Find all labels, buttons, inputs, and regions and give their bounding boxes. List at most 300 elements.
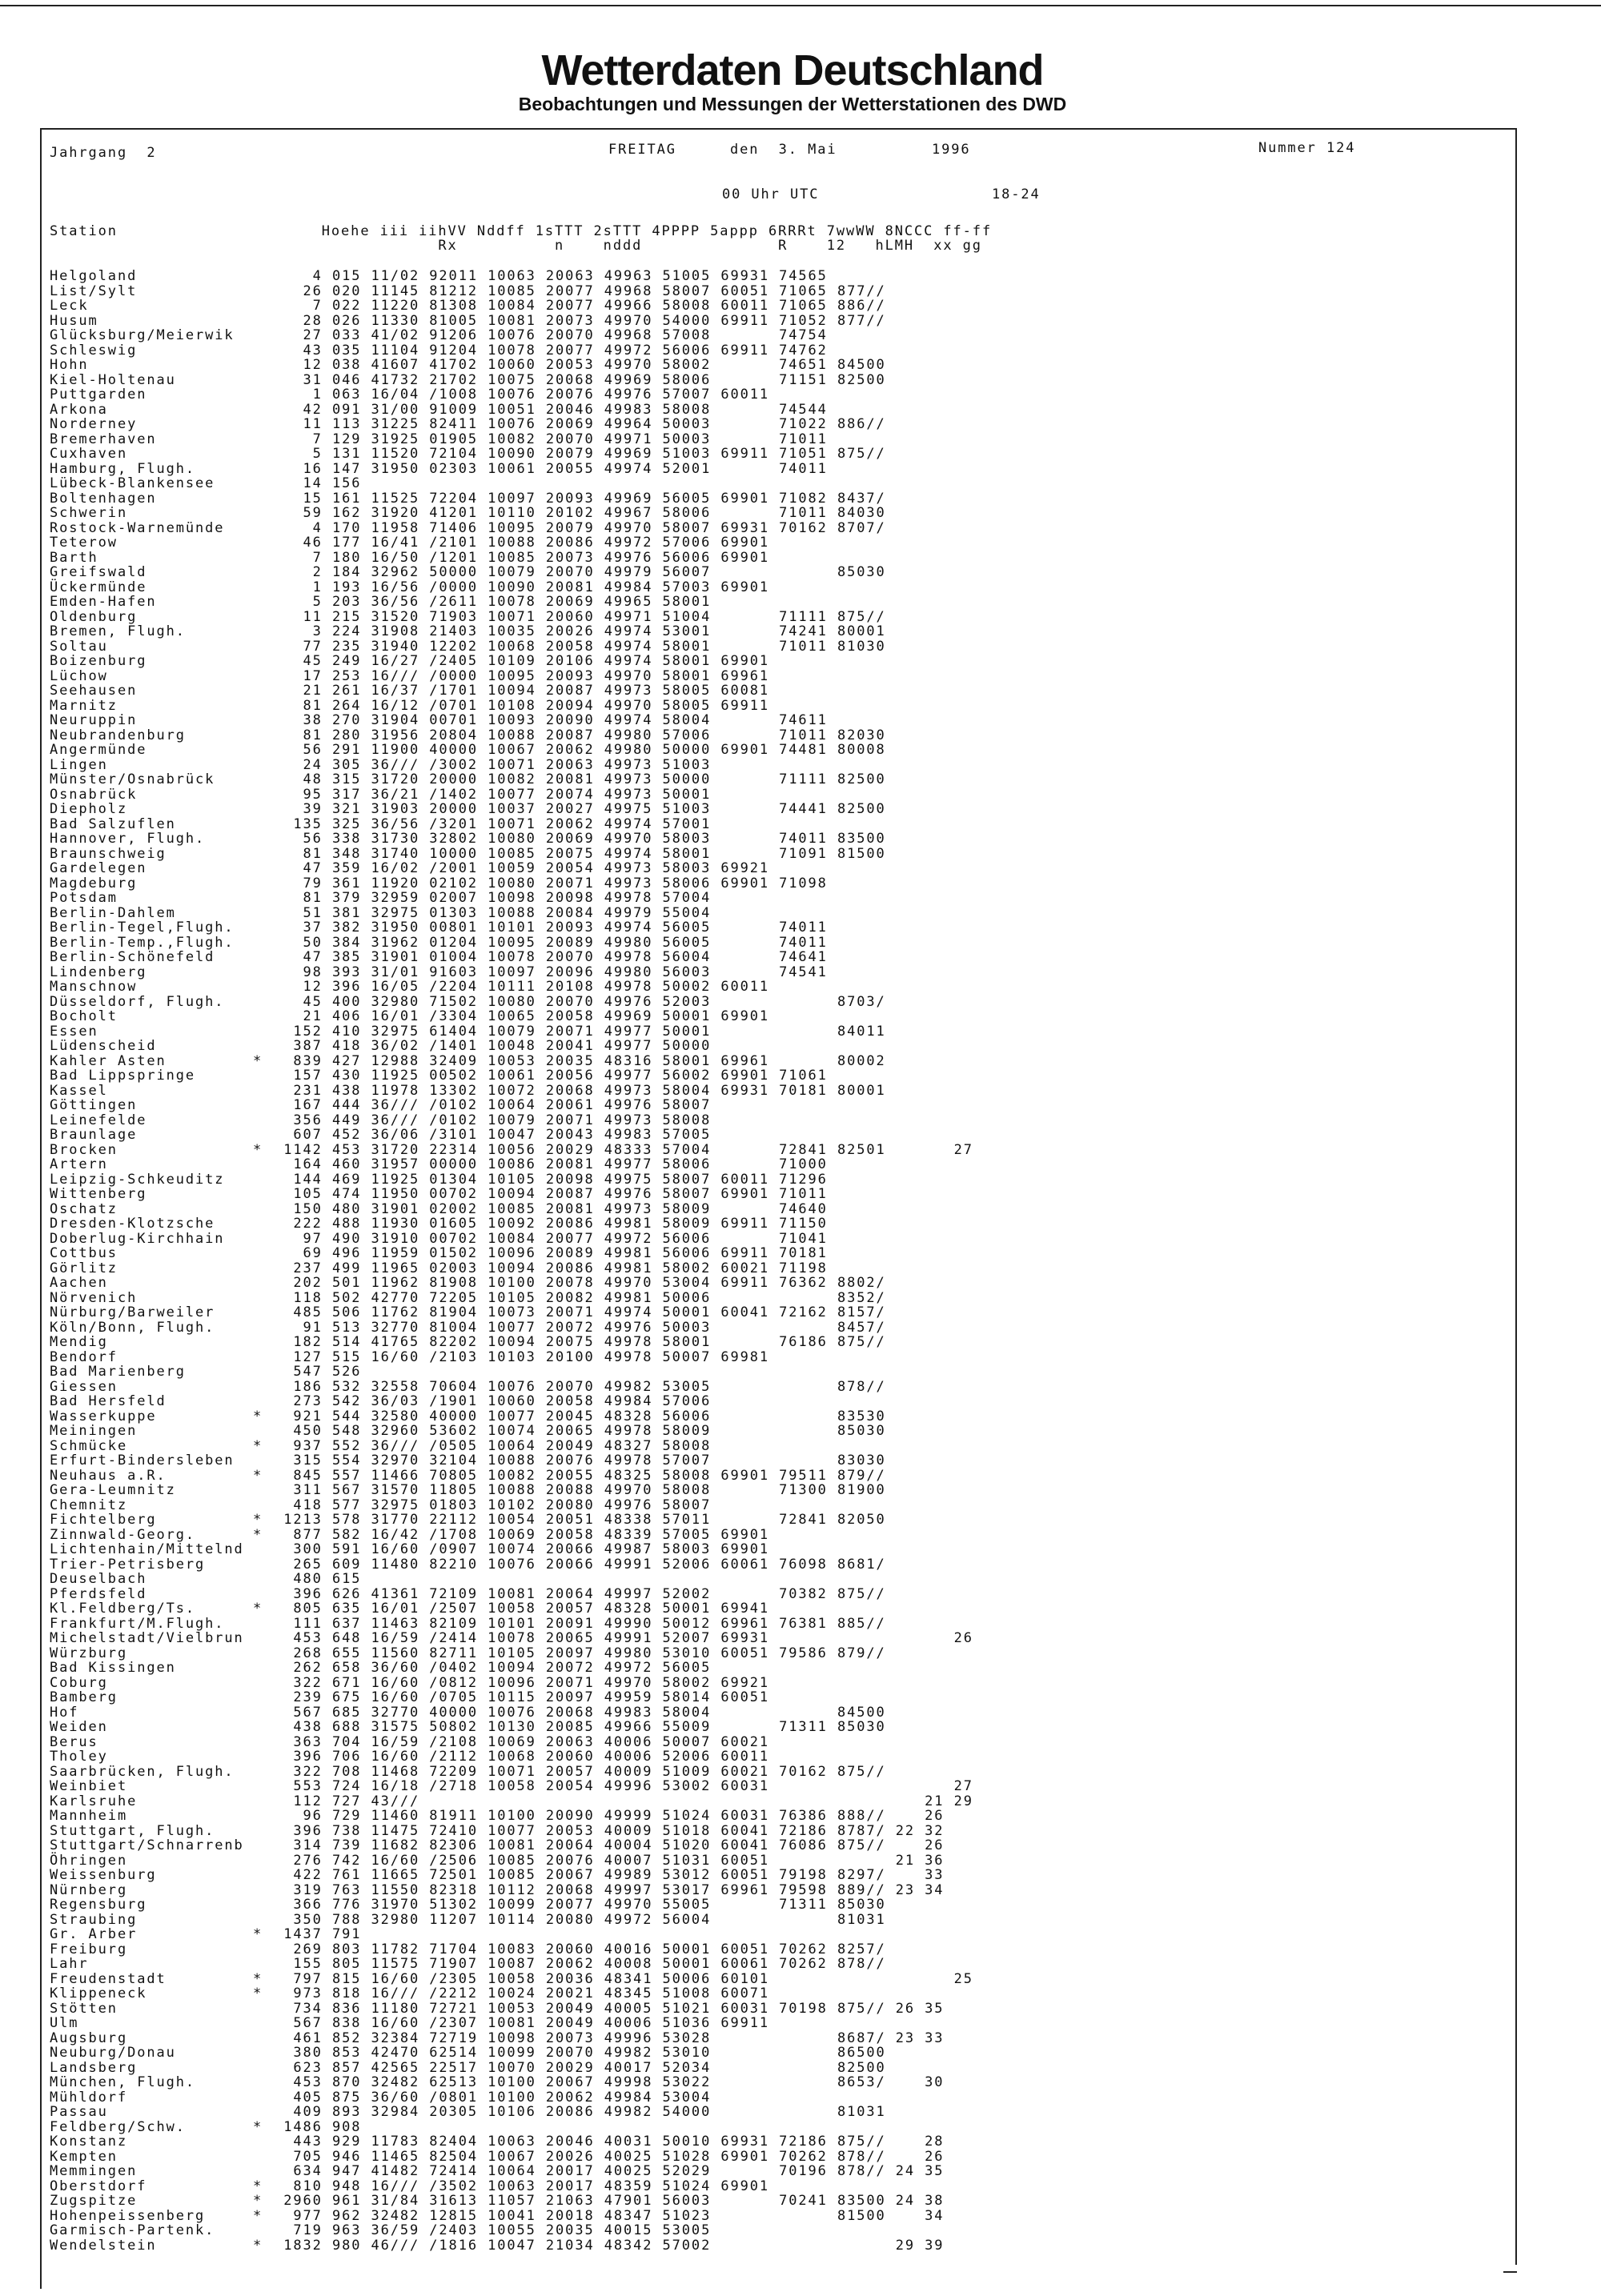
table-row (0, 521, 1601, 536)
station-values: 81 379 32959 02007 10098 20098 49978 57004 (264, 890, 712, 906)
station-name: Freiburg (50, 1941, 128, 1957)
table-row (0, 343, 1601, 359)
station-values: 450 548 32960 53602 10074 20065 49978 58009 85030 (264, 1423, 886, 1439)
table-row (0, 2164, 1601, 2179)
table-row (0, 1528, 1601, 1543)
mountain-station-marker: * (253, 1052, 263, 1069)
table-row (0, 1453, 1601, 1469)
table-row (0, 580, 1601, 595)
table-row (0, 1749, 1601, 1765)
table-row (0, 1617, 1601, 1632)
station-values: 91 513 32770 81004 10077 20072 49976 50003 8457/ (264, 1319, 886, 1336)
table-row (0, 447, 1601, 462)
station-values: 2 184 32962 50000 10079 20070 49979 56007 85030 (264, 564, 886, 580)
station-name: Kiel-Holtenau (50, 371, 176, 388)
station-values: 231 438 11978 13302 10072 20068 49973 58004 69931 70181 80001 (264, 1082, 886, 1099)
table-row (0, 2016, 1601, 2031)
station-values: 135 325 36/56 /3201 10071 20062 49974 57001 (264, 815, 712, 832)
station-values: 50 384 31962 01204 10095 20089 49980 56005 74011 (264, 934, 828, 951)
station-values: 623 857 42565 22517 10070 20029 40017 52034 82500 (264, 2059, 886, 2076)
table-row (0, 1735, 1601, 1750)
station-values: 805 635 16/01 /2507 10058 20057 48328 50001 69941 (264, 1601, 770, 1617)
station-values: 797 815 16/60 /2305 10058 20036 48341 50006 60101 25 (264, 1970, 973, 1987)
station-values: 1486 908 (264, 2118, 362, 2135)
station-name: Berlin-Schönefeld (50, 949, 215, 965)
station-name: Hannover, Flugh. (50, 831, 206, 847)
station-values: 461 852 32384 72719 10098 20073 49996 53028 8687/ 23 33 (264, 2030, 945, 2046)
station-values: 2960 961 31/84 31613 11057 21063 47901 56003 70241 83500 24 38 (264, 2193, 945, 2209)
table-row (0, 1913, 1601, 1928)
table-row (0, 1261, 1601, 1276)
table-row (0, 639, 1601, 655)
station-name: Weinbiet (50, 1778, 128, 1794)
station-values: 14 156 (264, 475, 362, 491)
table-row (0, 2105, 1601, 2120)
station-values: 480 615 (264, 1571, 362, 1587)
station-name: Lübeck-Blankensee (50, 475, 215, 491)
station-name: München, Flugh. (50, 2074, 196, 2090)
table-row (0, 1809, 1601, 1824)
station-values: 921 544 32580 40000 10077 20045 48328 56006 83530 (264, 1408, 886, 1424)
table-row (0, 906, 1601, 921)
station-name: Aachen (50, 1275, 108, 1291)
table-row (0, 2209, 1601, 2224)
station-values: 315 554 32970 32104 10088 20076 49978 57007 83030 (264, 1453, 886, 1469)
table-row (0, 1587, 1601, 1602)
station-values: 42 091 31/00 91009 10051 20046 49983 58008 74544 (264, 401, 828, 418)
table-row (0, 373, 1601, 388)
station-name: Neubrandenburg (50, 727, 186, 743)
station-name: Bremen, Flugh. (50, 623, 186, 639)
table-row (0, 965, 1601, 980)
table-row (0, 1513, 1601, 1528)
weekday-label: FREITAG (608, 142, 676, 158)
station-name: Braunschweig (50, 845, 167, 862)
table-row (0, 358, 1601, 373)
table-row (0, 1305, 1601, 1320)
station-values: 152 410 32975 61404 10079 20071 49977 50001 84011 (264, 1023, 886, 1040)
table-row (0, 2134, 1601, 2150)
station-values: 422 761 11665 72501 10085 20067 49989 53012 60051 79198 8297/ 33 (264, 1867, 945, 1883)
mountain-station-marker: * (253, 1970, 263, 1987)
station-values: 28 026 11330 81005 10081 20073 49970 54000 69911 71052 877// (264, 312, 886, 329)
table-row (0, 1024, 1601, 1040)
station-name: Rostock-Warnemünde (50, 519, 225, 536)
station-name: Neuburg/Donau (50, 2045, 176, 2061)
table-row (0, 1172, 1601, 1188)
station-values: 4 170 11958 71406 10095 20079 49970 58007 69931 70162 8707/ (264, 519, 886, 536)
station-values: 7 180 16/50 /1201 10085 20073 49976 56006 69901 (264, 549, 770, 566)
wind-time-range: 18-24 (992, 186, 1041, 202)
station-name: Cuxhaven (50, 446, 128, 462)
station-values: 1 063 16/04 /1008 10076 20076 49976 57007 60011 (264, 387, 770, 403)
column-header-line2: Rx n nddd R 12 hLMH xx gg (50, 238, 982, 254)
station-values: 734 836 11180 72721 10053 20049 40005 51021 60031 70198 875// 26 35 (264, 2000, 945, 2017)
station-name: Trier-Petrisberg (50, 1556, 206, 1573)
station-values: 356 449 36/// /0102 10079 20071 49973 58008 (264, 1112, 712, 1128)
station-name: Emden-Hafen (50, 594, 157, 610)
station-values: 17 253 16/// /0000 10095 20093 49970 58001 69961 (264, 667, 770, 684)
station-name: Augsburg (50, 2030, 128, 2046)
table-row (0, 1380, 1601, 1395)
station-values: 51 381 32975 01303 10088 20084 49979 55004 (264, 904, 712, 921)
table-row (0, 920, 1601, 936)
table-row (0, 1291, 1601, 1306)
table-row (0, 2120, 1601, 2135)
station-name: Düsseldorf, Flugh. (50, 993, 225, 1010)
table-row (0, 2046, 1601, 2061)
table-row (0, 1394, 1601, 1409)
mountain-station-marker: * (253, 1601, 263, 1617)
station-values: 268 655 11560 82711 10105 20097 49980 53010 60051 79586 879// (264, 1645, 886, 1661)
station-name: Bad Hersfeld (50, 1393, 167, 1409)
station-name: Braunlage (50, 1127, 138, 1143)
station-values: 21 406 16/01 /3304 10065 20058 49969 50001 69901 (264, 1008, 770, 1024)
station-name: Ückermünde (50, 579, 147, 595)
station-name: Frankfurt/M.Flugh. (50, 1615, 225, 1632)
station-name: Boizenburg (50, 653, 147, 669)
station-values: 553 724 16/18 /2718 10058 20054 49996 53002 60031 27 (264, 1778, 973, 1794)
table-row (0, 1690, 1601, 1705)
station-name: Deuselbach (50, 1571, 147, 1587)
station-name: Kl.Feldberg/Ts. (50, 1601, 196, 1617)
station-values: 11 113 31225 82411 10076 20069 49964 50003 71022 886// (264, 416, 886, 432)
station-name: Kahler Asten (50, 1052, 167, 1069)
station-name: Giessen (50, 1378, 118, 1395)
mountain-station-marker: * (253, 1985, 263, 2001)
station-values: 202 501 11962 81908 10100 20078 49970 53004 69911 76362 8802/ (264, 1275, 886, 1291)
table-row (0, 1942, 1601, 1957)
station-name: Weissenburg (50, 1867, 157, 1883)
issue-number: Nummer 124 (1258, 140, 1356, 156)
station-values: 45 249 16/27 /2405 10109 20106 49974 58001 69901 (264, 653, 770, 669)
station-name: Freudenstadt (50, 1970, 167, 1987)
station-values: 79 361 11920 02102 10080 20071 49973 58006 69901 71098 (264, 875, 828, 892)
table-row (0, 1794, 1601, 1809)
mountain-station-marker: * (253, 1526, 263, 1543)
table-row (0, 683, 1601, 699)
table-row (0, 2001, 1601, 2017)
station-values: 150 480 31901 02002 10085 20081 49973 58009 74640 (264, 1200, 828, 1217)
station-values: 98 393 31/01 91603 10097 20096 49980 56003 74541 (264, 964, 828, 980)
table-row (0, 432, 1601, 447)
table-row (0, 1068, 1601, 1084)
station-values: 39 321 31903 20000 10037 20027 49975 51003 74441 82500 (264, 801, 886, 817)
station-values: 81 348 31740 10000 10085 20075 49974 58001 71091 81500 (264, 845, 886, 862)
station-name: Öhringen (50, 1852, 128, 1869)
table-row (0, 535, 1601, 551)
station-name: Glücksburg/Meierwik (50, 327, 235, 343)
station-values: 21 261 16/37 /1701 10094 20087 49973 58005 60081 (264, 683, 770, 699)
table-row (0, 950, 1601, 965)
table-row (0, 417, 1601, 432)
station-values: 12 396 16/05 /2204 10111 20108 49978 50002 60011 (264, 979, 770, 995)
station-name: Köln/Bonn, Flugh. (50, 1319, 215, 1336)
station-name: Klippeneck (50, 1985, 147, 2001)
station-name: Hohenpeissenberg (50, 2207, 206, 2224)
station-name: Wasserkuppe (50, 1408, 157, 1424)
station-name: Schmücke (50, 1437, 128, 1454)
station-values: 37 382 31950 00801 10101 20093 49974 56005 74011 (264, 920, 828, 936)
table-row (0, 1897, 1601, 1913)
station-values: 157 430 11925 00502 10061 20056 49977 56002 69901 71061 (264, 1068, 828, 1084)
station-name: Lingen (50, 756, 108, 773)
mountain-station-marker: * (253, 1141, 263, 1158)
station-values: 31 046 41732 21702 10075 20068 49969 58006 71151 82500 (264, 371, 886, 388)
table-row (0, 787, 1601, 803)
station-name: Helgoland (50, 268, 138, 284)
station-name: Kempten (50, 2148, 118, 2165)
table-row (0, 772, 1601, 787)
station-name: Brocken (50, 1141, 118, 1158)
station-values: 81 280 31956 20804 10088 20087 49980 57006 71011 82030 (264, 727, 886, 743)
station-values: 607 452 36/06 /3101 10047 20043 49983 57005 (264, 1127, 712, 1143)
station-values: 363 704 16/59 /2108 10069 20063 40006 50007 60021 (264, 1733, 770, 1750)
table-row (0, 2238, 1601, 2254)
station-values: 105 474 11950 00702 10094 20087 49976 58007 69901 71011 (264, 1186, 828, 1202)
station-name: Bad Kissingen (50, 1660, 176, 1676)
table-row (0, 1542, 1601, 1557)
table-row (0, 654, 1601, 669)
station-values: 396 706 16/60 /2112 10068 20060 40006 52006 60011 (264, 1749, 770, 1765)
station-name: Leck (50, 298, 89, 314)
station-values: 16 147 31950 02303 10061 20055 49974 52001 74011 (264, 460, 828, 477)
table-row (0, 669, 1601, 684)
station-values: 118 502 42770 72205 10105 20082 49981 50006 8352/ (264, 1289, 886, 1306)
station-values: 69 496 11959 01502 10096 20089 49981 56006 69911 70181 (264, 1245, 828, 1261)
station-name: Bad Lippspringe (50, 1068, 196, 1084)
station-name: Weiden (50, 1719, 108, 1735)
station-table (0, 269, 1601, 2253)
table-row (0, 1232, 1601, 1247)
station-name: Lüchow (50, 667, 108, 684)
station-values: 1213 578 31770 22112 10054 20051 48338 57011 72841 82050 (264, 1512, 886, 1528)
station-values: 322 671 16/60 /0812 10096 20071 49970 58002 69921 (264, 1674, 770, 1691)
station-name: Lichtenhain/Mittelnd (50, 1541, 244, 1557)
station-values: 186 532 32558 70604 10076 20070 49982 53005 878// (264, 1378, 886, 1395)
table-row (0, 328, 1601, 343)
station-name: Osnabrück (50, 786, 138, 803)
station-name: Stuttgart/Schnarrenb (50, 1837, 244, 1853)
station-values: 810 948 16/// /3502 10063 20017 48359 51024 69901 (264, 2178, 770, 2194)
station-name: Seehausen (50, 683, 138, 699)
station-name: Wittenberg (50, 1186, 147, 1202)
station-name: Bocholt (50, 1008, 118, 1024)
table-row (0, 506, 1601, 521)
table-row (0, 284, 1601, 299)
station-name: Barth (50, 549, 98, 566)
station-values: 4 015 11/02 92011 10063 20063 49963 51005 69931 74565 (264, 268, 828, 284)
station-values: 7 129 31925 01905 10082 20070 49971 50003 71011 (264, 431, 828, 447)
station-values: 269 803 11782 71704 10083 20060 40016 50001 60051 70262 8257/ (264, 1941, 886, 1957)
station-name: Manschnow (50, 979, 138, 995)
station-values: 56 338 31730 32802 10080 20069 49970 58003 74011 83500 (264, 831, 886, 847)
station-name: Soltau (50, 638, 108, 655)
station-values: 262 658 36/60 /0402 10094 20072 49972 56005 (264, 1660, 712, 1676)
station-name: Schleswig (50, 342, 138, 359)
table-row (0, 891, 1601, 906)
station-name: Dresden-Klotzsche (50, 1216, 215, 1232)
station-values: 366 776 31970 51302 10099 20077 49970 55005 71311 85030 (264, 1897, 886, 1913)
table-row (0, 1765, 1601, 1780)
station-values: 47 359 16/02 /2001 10059 20054 49973 58003 69921 (264, 860, 770, 876)
station-name: Berlin-Temp.,Flugh. (50, 934, 235, 951)
station-values: 239 675 16/60 /0705 10115 20097 49959 58014 60051 (264, 1689, 770, 1705)
station-name: Bamberg (50, 1689, 118, 1705)
table-row (0, 1824, 1601, 1839)
table-row (0, 802, 1601, 817)
station-name: Hamburg, Flugh. (50, 460, 196, 477)
station-name: Kassel (50, 1082, 108, 1099)
station-values: 311 567 31570 11805 10088 20088 49970 58008 71300 81900 (264, 1482, 886, 1498)
table-row (0, 1084, 1601, 1099)
station-name: Gardelegen (50, 860, 147, 876)
table-row (0, 861, 1601, 876)
station-name: Mühldorf (50, 2089, 128, 2106)
table-row (0, 1676, 1601, 1691)
table-row (0, 1054, 1601, 1069)
station-values: 438 688 31575 50802 10130 20085 49966 55009 71311 85030 (264, 1719, 886, 1735)
table-row (0, 1927, 1601, 1942)
station-name: Münster/Osnabrück (50, 771, 215, 787)
table-row (0, 2031, 1601, 2046)
station-values: 56 291 11900 40000 10067 20062 49980 50000 69901 74481 80008 (264, 742, 886, 758)
table-row (0, 1779, 1601, 1794)
station-values: 5 203 36/56 /2611 10078 20069 49965 58001 (264, 594, 712, 610)
station-values: 937 552 36/// /0505 10064 20049 48327 58008 (264, 1437, 712, 1454)
station-name: Marnitz (50, 697, 118, 714)
station-values: 38 270 31904 00701 10093 20090 49974 58004 74611 (264, 712, 828, 728)
station-values: 111 637 11463 82109 10101 20091 49990 50012 69961 76381 885// (264, 1615, 886, 1632)
station-name: Essen (50, 1023, 98, 1040)
station-values: 322 708 11468 72209 10071 20057 40009 51009 60021 70162 875// (264, 1763, 886, 1780)
table-row (0, 387, 1601, 403)
station-values: 26 020 11145 81212 10085 20077 49968 58007 60051 71065 877// (264, 282, 886, 299)
table-row (0, 1113, 1601, 1128)
station-name: Angermünde (50, 742, 147, 758)
mountain-station-marker: * (253, 2193, 263, 2209)
table-row (0, 831, 1601, 847)
table-row (0, 1320, 1601, 1336)
station-name: Berlin-Dahlem (50, 904, 176, 921)
station-values: 634 947 41482 72414 10064 20017 40025 52029 70196 878// 24 35 (264, 2163, 945, 2179)
station-name: Pferdsfeld (50, 1585, 147, 1602)
table-row (0, 624, 1601, 639)
station-name: Karlsruhe (50, 1793, 138, 1809)
station-values: 405 875 36/60 /0801 10100 20062 49984 53004 (264, 2089, 712, 2106)
station-values: 567 838 16/60 /2307 10081 20049 40006 51036 69911 (264, 2015, 770, 2031)
station-name: Oberstdorf (50, 2178, 147, 2194)
station-name: Nörvenich (50, 1289, 138, 1306)
table-row (0, 699, 1601, 714)
mountain-station-marker: * (253, 2237, 263, 2254)
table-row (0, 1661, 1601, 1676)
station-values: 7 022 11220 81308 10084 20077 49966 58008 60011 71065 886// (264, 298, 886, 314)
station-values: 47 385 31901 01004 10078 20070 49978 56004 74641 (264, 949, 828, 965)
table-row (0, 1424, 1601, 1439)
station-name: Husum (50, 312, 98, 329)
station-values: 453 870 32482 62513 10100 20067 49998 53022 8653/ 30 (264, 2074, 945, 2090)
column-header-line1: Station Hoehe iii iihVV Nddff 1sTTT 2sTTT 4PPPP 5appp 6RRRt 7wwWW 8NCCC ff-ff (50, 223, 993, 239)
table-row (0, 713, 1601, 728)
table-row (0, 728, 1601, 743)
station-name: Diepholz (50, 801, 128, 817)
table-row (0, 1469, 1601, 1484)
table-row (0, 1883, 1601, 1898)
station-values: 409 893 32984 20305 10106 20086 49982 54000 81031 (264, 2104, 886, 2120)
station-name: Nürburg/Barweiler (50, 1304, 215, 1320)
mountain-station-marker: * (253, 2118, 263, 2135)
table-row (0, 1498, 1601, 1513)
table-row (0, 1128, 1601, 1143)
station-name: List/Sylt (50, 282, 138, 299)
station-name: Berus (50, 1733, 98, 1750)
station-name: Oschatz (50, 1200, 118, 1217)
table-row (0, 476, 1601, 491)
table-row (0, 1216, 1601, 1232)
station-name: Oldenburg (50, 608, 138, 625)
table-row (0, 936, 1601, 951)
table-row (0, 1631, 1601, 1646)
station-name: Görlitz (50, 1260, 118, 1276)
station-name: Ulm (50, 2015, 79, 2031)
station-name: Zinnwald-Georg. (50, 1526, 196, 1543)
station-values: 877 582 16/42 /1708 10069 20058 48339 57005 69901 (264, 1526, 770, 1543)
station-values: 97 490 31910 00702 10084 20077 49972 56006 71041 (264, 1230, 828, 1247)
table-row (0, 1957, 1601, 1972)
station-name: Erfurt-Bindersleben (50, 1453, 235, 1469)
station-values: 12 038 41607 41702 10060 20053 49970 58002 74651 84500 (264, 357, 886, 373)
table-row (0, 1986, 1601, 2001)
station-values: 46 177 16/41 /2101 10088 20086 49972 57006 69901 (264, 535, 770, 551)
station-values: 77 235 31940 12202 10068 20058 49974 58001 71011 81030 (264, 638, 886, 655)
station-values: 1 193 16/56 /0000 10090 20081 49984 57003 69901 (264, 579, 770, 595)
station-values: 443 929 11783 82404 10063 20046 40031 50010 69931 72186 875// 28 (264, 2134, 945, 2150)
station-values: 59 162 31920 41201 10110 20102 49967 58006 71011 84030 (264, 505, 886, 521)
station-name: Coburg (50, 1674, 108, 1691)
mountain-station-marker: * (253, 1512, 263, 1528)
observation-time: 00 Uhr UTC (722, 186, 820, 202)
station-values: 396 626 41361 72109 10081 20064 49997 52002 70382 875// (264, 1585, 886, 1602)
station-name: Bremerhaven (50, 431, 157, 447)
station-name: Michelstadt/Vielbrun (50, 1630, 244, 1646)
table-row (0, 2061, 1601, 2076)
station-name: Zugspitze (50, 2193, 138, 2209)
table-row (0, 299, 1601, 314)
station-name: Teterow (50, 535, 118, 551)
station-name: Mendig (50, 1334, 108, 1350)
station-values: 5 131 11520 72104 10090 20079 49969 51003 69911 71051 875// (264, 446, 886, 462)
year-label: 1996 (932, 142, 971, 158)
table-row (0, 2194, 1601, 2209)
table-row (0, 403, 1601, 418)
station-values: 3 224 31908 21403 10035 20026 49974 53001 74241 80001 (264, 623, 886, 639)
station-name: Gr. Arber (50, 1926, 138, 1942)
station-name: Göttingen (50, 1097, 138, 1113)
date-label: den 3. Mai (730, 142, 837, 158)
station-name: Hohn (50, 357, 89, 373)
station-values: 164 460 31957 00000 10086 20081 49977 58006 71000 (264, 1156, 828, 1172)
station-values: 396 738 11475 72410 10077 20053 40009 51018 60041 72186 8787/ 22 32 (264, 1822, 945, 1839)
station-values: 705 946 11465 82504 10067 20026 40025 51028 69901 70262 878// 26 (264, 2148, 945, 2165)
station-values: 839 427 12988 32409 10053 20035 48316 58001 69961 80002 (264, 1052, 886, 1069)
station-name: Bad Marienberg (50, 1364, 186, 1380)
station-name: Memmingen (50, 2163, 138, 2179)
table-row (0, 1039, 1601, 1054)
table-row (0, 2223, 1601, 2238)
station-name: Schwerin (50, 505, 128, 521)
station-name: Passau (50, 2104, 108, 2120)
